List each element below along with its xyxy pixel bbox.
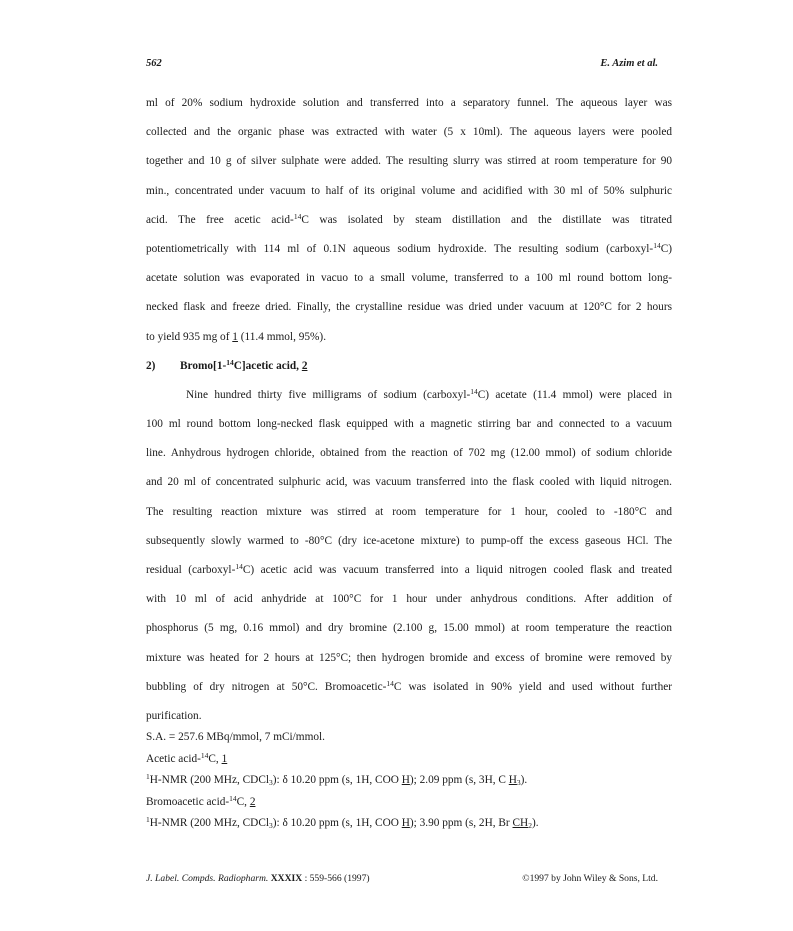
nmr-data-acetic: $^1$H-NMR (200 MHz, CDCl$_3$): δ 10.20 ppm (s, 1H, COO H); 2.09 ppm (s, 3H, C $H_3$).: [146, 772, 528, 788]
text-line: and 20 ml of concentrated sulphuric acid, was vacuum transferred into the flask cooled with liquid nitrogen.: [146, 476, 672, 489]
text-line: min., concentrated under vacuum to half of its original volume and acidified with 30 ml of 50% sulphuric: [146, 184, 672, 197]
copyright-notice: ©1997 by John Wiley & Sons, Ltd.: [522, 873, 658, 884]
compound-ref: 2: [249, 795, 256, 808]
text-line: with 10 ml of acid anhydride at 100°C for 1 hour under anhydrous conditions. After addition of: [146, 593, 672, 606]
specific-activity: S.A. = 257.6 MBq/mmol, 7 mCi/mmol.: [146, 731, 325, 744]
main-text: [146, 96, 672, 838]
journal-citation: J. Label. Compds. Radiopharm. XXXIX : 559-566 (1997): [146, 873, 370, 884]
text-line: 100 ml round bottom long-necked flask equipped with a magnetic stirring bar and connected to a vacuum: [146, 418, 672, 431]
text-line: acid. The free acetic acid-$^{14}$C was isolated by steam distillation and the distillate was titrated: [146, 211, 672, 226]
text-line: bubbling of dry nitrogen at 50°C. Bromoacetic-$^{14}$C was isolated in 90% yield and used without further: [146, 678, 672, 693]
paragraph-1: [146, 96, 672, 359]
compound-label-acetic: Acetic acid-$^{14}$C, 1: [146, 750, 228, 765]
paragraph-2: [146, 388, 672, 731]
text-line: phosphorus (5 mg, 0.16 mmol) and dry bromine (2.100 g, 15.00 mmol) at room temperature the reaction: [146, 622, 672, 635]
text-line: Nine hundred thirty five milligrams of sodium (carboxyl-$^{14}$C) acetate (11.4 mmol) were placed in: [186, 386, 672, 401]
text-line: necked flask and freeze dried. Finally, the crystalline residue was dried under vacuum at 120°C for 2 hours: [146, 301, 672, 314]
text-line: residual (carboxyl-$^{14}$C) acetic acid was vacuum transferred into a liquid nitrogen cooled flask and treated: [146, 562, 672, 576]
text-line: mixture was heated for 2 hours at 125°C; then hydrogen bromide and excess of bromine were removed by: [146, 651, 672, 664]
text-line: collected and the organic phase was extracted with water (5 x 10ml). The aqueous layers were pooled: [146, 126, 672, 139]
compound-ref: 2: [301, 359, 308, 372]
page-number: 562: [146, 58, 162, 69]
running-header-authors: E. Azim et al.: [600, 58, 658, 69]
section-heading: 2) Bromo[1-$^{14}$C]acetic acid, 2: [146, 357, 308, 372]
text-line: purification.: [146, 709, 202, 722]
nmr-data-bromo: $^1$H-NMR (200 MHz, CDCl$_3$): δ 10.20 ppm (s, 1H, COO H); 3.90 ppm (s, 2H, Br $CH_2$).: [146, 815, 539, 831]
compound-ref: 1: [221, 752, 228, 765]
compound-ref: 1: [232, 330, 238, 343]
text-line: together and 10 g of silver sulphate were added. The resulting slurry was stirred at room temperature for 90: [146, 155, 672, 168]
text-line: subsequently slowly warmed to -80°C (dry ice-acetone mixture) to pump-off the excess gaseous HCl. The: [146, 534, 672, 547]
compound-label-bromo: Bromoacetic acid-$^{14}$C, 2: [146, 793, 256, 808]
text-line: ml of 20% sodium hydroxide solution and transferred into a separatory funnel. The aqueous layer was: [146, 97, 672, 109]
text-line: to yield 935 mg of 1 (11.4 mmol, 95%).: [146, 330, 327, 343]
text-line: line. Anhydrous hydrogen chloride, obtained from the reaction of 702 mg (12.00 mmol) of sodium chloride: [146, 447, 672, 460]
text-line: The resulting reaction mixture was stirred at room temperature for 1 hour, cooled to -180°C and: [146, 505, 672, 518]
text-line: acetate solution was evaporated in vacuo to a small volume, transferred to a 100 ml round bottom long-: [146, 272, 672, 285]
text-line: potentiometrically with 114 ml of 0.1N aqueous sodium hydroxide. The resulting sodium (carboxyl-$^{14}$C): [146, 240, 672, 255]
